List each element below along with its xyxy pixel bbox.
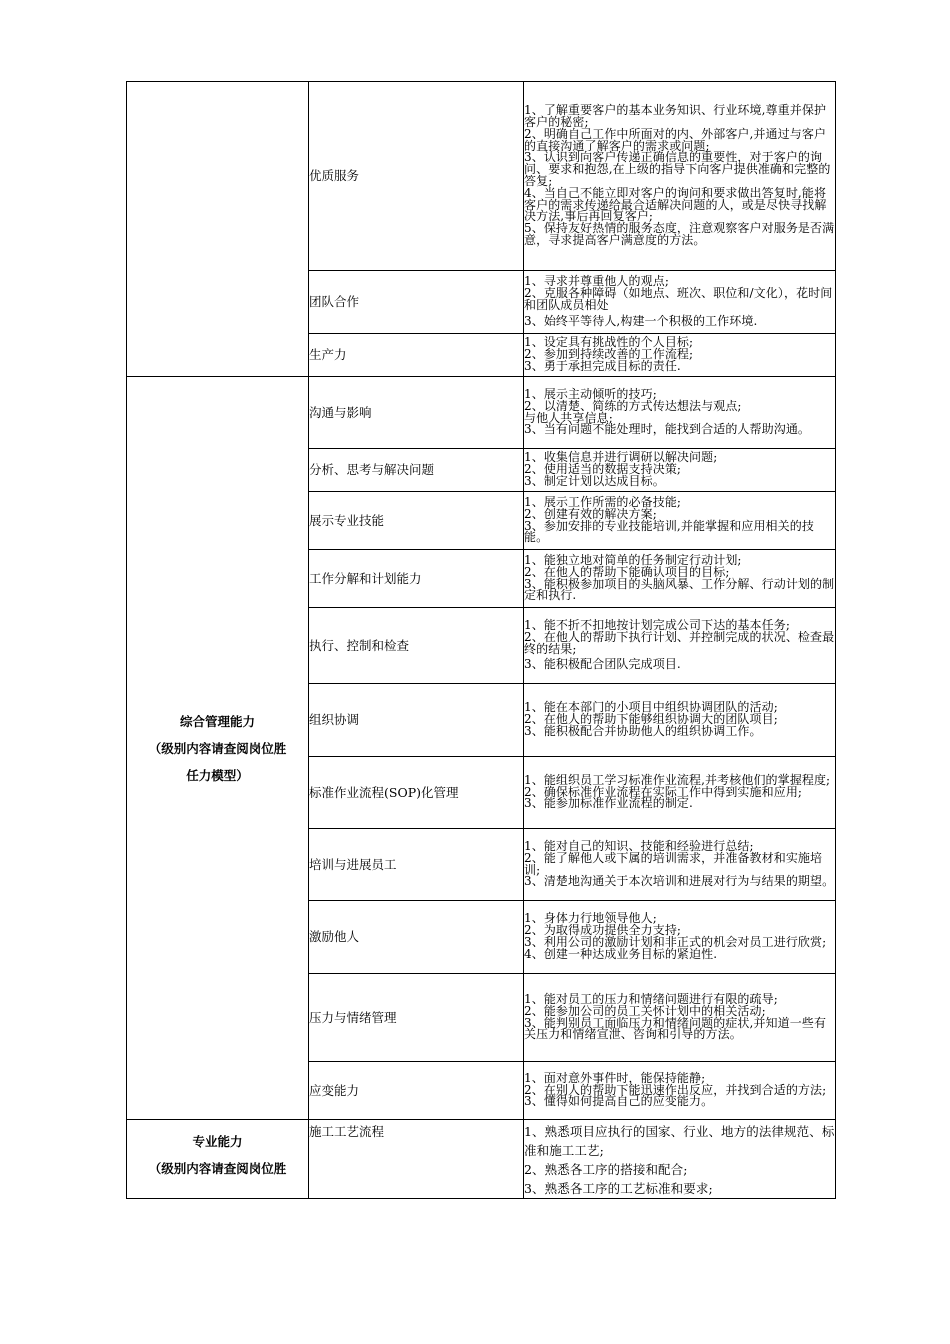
competency-name: 执行、控制和检查 <box>309 608 524 684</box>
competency-description <box>524 1120 836 1199</box>
description-line: 3、懂得如何提高自己的应变能力。 <box>524 1094 714 1109</box>
description-line: 1、能在本部门的小项目中组织协调团队的活动; <box>524 700 778 715</box>
competency-table <box>126 81 836 1199</box>
description-line: 1、设定具有挑战性的个人目标; <box>524 335 694 350</box>
description-line: 1、能不折不扣地按计划完成公司下达的基本任务; <box>524 617 790 632</box>
competency-description <box>524 1062 836 1120</box>
description-line: 2、能参加公司的员工关怀计划中的相关活动; <box>524 1003 766 1018</box>
table-row <box>127 377 836 449</box>
description-line: 与他人共享信息; <box>524 410 613 425</box>
category-cell-management <box>127 377 309 1120</box>
description-line: 3、能积极配合并协助他人的组织协调工作。 <box>524 723 762 738</box>
category-title: 综合管理能力 <box>179 713 255 729</box>
competency-description <box>524 829 836 901</box>
competency-name: 分析、思考与解决问题 <box>309 449 524 492</box>
table-row <box>127 1120 836 1199</box>
description-line: 2、熟悉各工序的搭接和配合; <box>524 1162 688 1177</box>
description-line: 4、当自己不能立即对客户的询问和要求做出答复时,能将客户的需求传递给最合适解决问题的人，或是尽快寻找解决方法,事后再回复客户; <box>524 185 827 224</box>
description-line: 1、能对员工的压力和情绪问题进行有限的疏导; <box>524 991 778 1006</box>
competency-name: 激励他人 <box>309 901 524 974</box>
competency-description <box>524 974 836 1062</box>
description-line: 1、收集信息并进行调研以解决问题; <box>524 450 718 465</box>
description-line: 3、能判别员工面临压力和情绪问题的症状,并知道一些有关压力和情绪宣泄、咨询和引导的方法。 <box>524 1015 827 1042</box>
description-line: 2、参加到持续改善的工作流程; <box>524 347 694 362</box>
category-title: 专业能力 <box>192 1134 243 1149</box>
competency-name: 标准作业流程(SOP)化管理 <box>309 757 524 829</box>
description-line: 1、了解重要客户的基本业务知识、行业环境,尊重并保护客户的秘密; <box>524 103 827 130</box>
competency-description <box>524 608 836 684</box>
description-line: 3、勇于承担完成目标的责任. <box>524 358 681 373</box>
description-line: 3、能积极参加项目的头脑风暴、工作分解、行动计划的制定和执行. <box>524 576 835 603</box>
competency-description <box>524 757 836 829</box>
category-cell-empty <box>127 82 309 377</box>
description-line: 1、面对意外事件时，能保持能静; <box>524 1070 706 1085</box>
competency-description <box>524 377 836 449</box>
competency-name: 压力与情绪管理 <box>309 974 524 1062</box>
competency-description <box>524 449 836 492</box>
description-line: 2、能了解他人或下属的培训需求，并准备教材和实施培训; <box>524 850 823 877</box>
description-line: 3、制定计划以达成目标。 <box>524 473 665 488</box>
description-line: 2、克服各种障碍（如地点、班次、职位和/文化），花时间和团队成员相处 <box>524 286 833 312</box>
competency-name: 工作分解和计划能力 <box>309 550 524 608</box>
description-line: 2、在别人的帮助下能迅速作出反应，并找到合适的方法; <box>524 1082 827 1097</box>
description-line: 1、能对自己的知识、技能和经验进行总结; <box>524 838 754 853</box>
description-line: 2、在他人的帮助下能够组织协调大的团队项目; <box>524 712 778 727</box>
competency-name: 施工工艺流程 <box>309 1120 524 1199</box>
description-line: 2、在他人的帮助下执行计划、并控制完成的状况、检查最终的结果; <box>524 629 835 656</box>
category-note: 任力模型） <box>186 767 249 783</box>
description-line: 3、认识到向客户传递正确信息的重要性，对于客户的询问、要求和抱怨,在上级的指导下向客户提供准确和完整的答复; <box>524 150 831 188</box>
description-line: 1、展示主动倾听的技巧; <box>524 386 657 401</box>
competency-description <box>524 492 836 550</box>
competency-name: 团队合作 <box>309 271 524 334</box>
description-line: 2、创建有效的解决方案; <box>524 506 657 521</box>
description-line: 2、为取得成功提供全力支持; <box>524 923 682 938</box>
competency-name: 培训与进展员工 <box>309 829 524 901</box>
competency-name: 展示专业技能 <box>309 492 524 550</box>
description-line: 3、始终平等待人,构建一个积极的工作环境. <box>524 313 758 328</box>
competency-description <box>524 901 836 974</box>
category-note: （级别内容请查阅岗位胜 <box>148 1161 287 1176</box>
description-line: 3、清楚地沟通关于本次培训和进展对行为与结果的期望。 <box>524 874 835 889</box>
description-line: 2、以清楚、简练的方式传达想法与观点; <box>524 398 742 413</box>
description-line: 2、确保标准作业流程在实际工作中得到实施和应用; <box>524 784 803 799</box>
description-line: 1、身体力行地领导他人; <box>524 911 657 926</box>
competency-description <box>524 82 836 271</box>
competency-description <box>524 684 836 757</box>
description-line: 3、能积极配合团队完成项目. <box>524 657 681 672</box>
description-line: 1、能组织员工学习标准作业流程,并考核他们的掌握程度; <box>524 772 831 787</box>
description-line: 3、参加安排的专业技能培训,并能掌握和应用相关的技能。 <box>524 518 814 545</box>
competency-name: 优质服务 <box>309 82 524 271</box>
competency-description <box>524 334 836 377</box>
description-line: 3、能参加标准作业流程的制定. <box>524 796 693 811</box>
description-line: 2、使用适当的数据支持决策; <box>524 462 682 477</box>
description-line: 3、利用公司的激励计划和非正式的机会对员工进行欣赏; <box>524 935 827 949</box>
competency-name: 生产力 <box>309 334 524 377</box>
description-line: 1、寻求并尊重他人的观点; <box>524 274 669 289</box>
description-line: 1、熟悉项目应执行的国家、行业、地方的法律规范、标准和施工工艺; <box>524 1124 835 1158</box>
competency-name: 组织协调 <box>309 684 524 757</box>
competency-description <box>524 550 836 608</box>
competency-name: 应变能力 <box>309 1062 524 1120</box>
description-line: 2、明确自己工作中所面对的内、外部客户,并通过与客户的直接沟通了解客户的需求或问题; <box>524 126 827 153</box>
description-line: 1、能独立地对简单的任务制定行动计划; <box>524 552 742 567</box>
competency-description <box>524 271 836 334</box>
category-note: （级别内容请查阅岗位胜 <box>148 740 287 756</box>
competency-name: 沟通与影响 <box>309 377 524 449</box>
category-cell-professional <box>127 1120 309 1199</box>
description-line: 1、展示工作所需的必备技能; <box>524 494 682 509</box>
description-line: 3、熟悉各工序的工艺标准和要求; <box>524 1181 713 1196</box>
table-row <box>127 82 836 271</box>
description-line: 4、创建一种达成业务目标的紧迫性. <box>524 946 718 961</box>
description-line: 5、保持友好热情的服务态度，注意观察客户对服务是否满意，寻求提高客户满意度的方法。 <box>524 221 835 247</box>
description-line: 2、在他人的帮助下能确认项目的目标; <box>524 564 730 579</box>
description-line: 3、当有问题不能处理时，能找到合适的人帮助沟通。 <box>524 422 811 437</box>
